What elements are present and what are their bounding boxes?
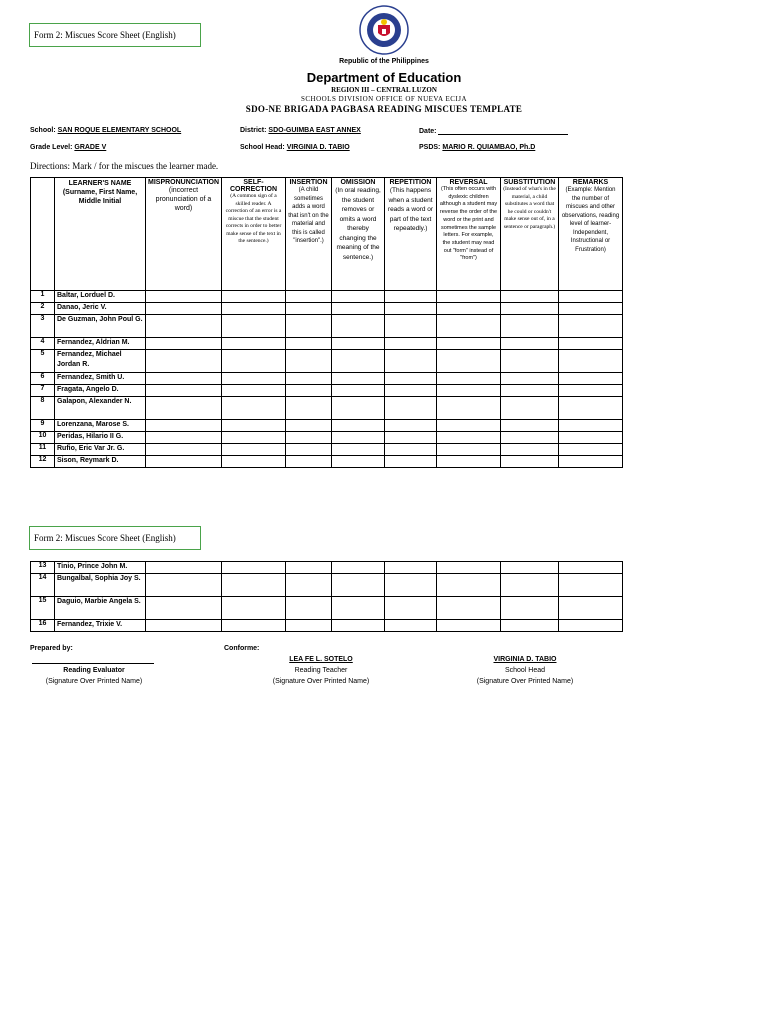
cell-repetition[interactable] — [385, 444, 437, 456]
head-sig-note: (Signature Over Printed Name) — [476, 678, 574, 685]
col-self-correction-header: SELF-CORRECTION (A common sign of a skilled reader. A correction of an error is a miscue that the student corrects in order to better make sense of the text in the sentence.) — [222, 178, 286, 291]
cell-insertion[interactable] — [286, 315, 332, 338]
cell-reversal[interactable] — [437, 338, 501, 350]
table-row — [31, 315, 623, 338]
form-label-top: Form 2: Miscues Score Sheet (English) — [29, 23, 201, 47]
cell-insertion[interactable] — [286, 397, 332, 420]
cell-omission[interactable] — [332, 597, 385, 620]
cell-omission[interactable] — [332, 432, 385, 444]
cell-reversal[interactable] — [437, 373, 501, 385]
evaluator-sig-note: (Signature Over Printed Name) — [45, 678, 143, 685]
cell-self-correction[interactable] — [222, 574, 286, 597]
cell-reversal[interactable] — [437, 385, 501, 397]
cell-substitution[interactable] — [501, 420, 559, 432]
cell-remarks[interactable] — [559, 338, 623, 350]
row-number: 2 — [31, 303, 55, 315]
cell-mispronunciation[interactable] — [146, 574, 222, 597]
cell-omission[interactable] — [332, 373, 385, 385]
row-number: 14 — [31, 574, 55, 597]
cell-reversal[interactable] — [437, 350, 501, 373]
form-label-second: Form 2: Miscues Score Sheet (English) — [29, 526, 201, 550]
cell-mispronunciation[interactable] — [146, 620, 222, 632]
cell-repetition[interactable] — [385, 291, 437, 303]
cell-mispronunciation[interactable] — [146, 315, 222, 338]
date-info: Date: — [419, 127, 568, 135]
cell-omission[interactable] — [332, 397, 385, 420]
cell-substitution[interactable] — [501, 338, 559, 350]
col-omission-header: OMISSION (In oral reading, the student removes or omits a word thereby changing the meaning of the sentence.) — [332, 178, 385, 291]
psds-info: PSDS: MARIO R. QUIAMBAO, Ph.D — [419, 144, 536, 151]
cell-substitution[interactable] — [501, 456, 559, 468]
col-number-header — [31, 178, 55, 291]
cell-remarks[interactable] — [559, 574, 623, 597]
table-body-page1 — [31, 291, 623, 468]
cell-omission[interactable] — [332, 315, 385, 338]
row-number: 10 — [31, 432, 55, 444]
miscues-table-page2 — [30, 561, 623, 632]
head-name: VIRGINIA D. TABIO — [493, 656, 557, 663]
cell-remarks[interactable] — [559, 456, 623, 468]
cell-omission[interactable] — [332, 350, 385, 373]
cell-remarks[interactable] — [559, 562, 623, 574]
cell-substitution[interactable] — [501, 432, 559, 444]
cell-reversal[interactable] — [437, 420, 501, 432]
district-info: District: SDO-GUIMBA EAST ANNEX — [240, 127, 361, 134]
head-role: School Head — [504, 667, 546, 674]
cell-reversal[interactable] — [437, 315, 501, 338]
row-number: 5 — [31, 350, 55, 373]
header-division: SCHOOLS DIVISION OFFICE OF NUEVA ECIJA — [300, 95, 468, 103]
teacher-sig-note: (Signature Over Printed Name) — [272, 678, 370, 685]
cell-insertion[interactable] — [286, 574, 332, 597]
cell-mispronunciation[interactable] — [146, 291, 222, 303]
cell-mispronunciation[interactable] — [146, 562, 222, 574]
cell-repetition[interactable] — [385, 303, 437, 315]
cell-self-correction[interactable] — [222, 562, 286, 574]
deped-seal-icon — [359, 5, 409, 55]
cell-insertion[interactable] — [286, 562, 332, 574]
table-row — [31, 338, 623, 350]
cell-self-correction[interactable] — [222, 420, 286, 432]
cell-insertion[interactable] — [286, 350, 332, 373]
cell-repetition[interactable] — [385, 620, 437, 632]
school-info: School: SAN ROQUE ELEMENTARY SCHOOL — [30, 127, 182, 134]
cell-substitution[interactable] — [501, 444, 559, 456]
teacher-name: LEA FE L. SOTELO — [289, 656, 353, 663]
col-reversal-header: REVERSAL (This often occurs with dyslexic children although a student may reverse the order of the word or the print and sometimes the sample letters. For example, the student may read out "form" instead of "from") — [437, 178, 501, 291]
table-row — [31, 432, 623, 444]
learner-name: Lorenzana, Marose S. — [55, 420, 146, 432]
cell-repetition[interactable] — [385, 420, 437, 432]
header-template-title: SDO-NE BRIGADA PAGBASA READING MISCUES TEMPLATE — [245, 104, 523, 114]
learner-name: Rufio, Eric Var Jr. G. — [55, 444, 146, 456]
row-number: 15 — [31, 597, 55, 620]
row-number: 8 — [31, 397, 55, 420]
cell-substitution[interactable] — [501, 397, 559, 420]
row-number: 16 — [31, 620, 55, 632]
cell-reversal[interactable] — [437, 444, 501, 456]
cell-mispronunciation[interactable] — [146, 303, 222, 315]
cell-substitution[interactable] — [501, 574, 559, 597]
cell-omission[interactable] — [332, 291, 385, 303]
row-number: 11 — [31, 444, 55, 456]
table-row — [31, 420, 623, 432]
cell-insertion[interactable] — [286, 338, 332, 350]
cell-insertion[interactable] — [286, 373, 332, 385]
cell-insertion[interactable] — [286, 597, 332, 620]
cell-omission[interactable] — [332, 338, 385, 350]
cell-substitution[interactable] — [501, 291, 559, 303]
cell-self-correction[interactable] — [222, 620, 286, 632]
cell-remarks[interactable] — [559, 291, 623, 303]
cell-repetition[interactable] — [385, 562, 437, 574]
directions: Directions: Mark / for the miscues the learner made. — [30, 161, 219, 171]
table-row — [31, 562, 623, 574]
evaluator-role: Reading Evaluator — [63, 667, 125, 674]
cell-remarks[interactable] — [559, 350, 623, 373]
cell-mispronunciation[interactable] — [146, 373, 222, 385]
cell-mispronunciation[interactable] — [146, 420, 222, 432]
cell-repetition[interactable] — [385, 385, 437, 397]
grade-info: Grade Level: GRADE V — [30, 144, 107, 151]
cell-insertion[interactable] — [286, 444, 332, 456]
teacher-role: Reading Teacher — [294, 667, 348, 674]
row-number: 4 — [31, 338, 55, 350]
table-row — [31, 373, 623, 385]
table-row — [31, 597, 623, 620]
cell-mispronunciation[interactable] — [146, 444, 222, 456]
cell-reversal[interactable] — [437, 432, 501, 444]
cell-reversal[interactable] — [437, 562, 501, 574]
header-department: Department of Education — [306, 70, 462, 85]
cell-substitution[interactable] — [501, 562, 559, 574]
cell-self-correction[interactable] — [222, 385, 286, 397]
prepared-by-label: Prepared by: — [30, 645, 73, 652]
cell-insertion[interactable] — [286, 620, 332, 632]
cell-mispronunciation[interactable] — [146, 597, 222, 620]
cell-self-correction[interactable] — [222, 397, 286, 420]
cell-reversal[interactable] — [437, 397, 501, 420]
row-number: 12 — [31, 456, 55, 468]
header-region: REGION III – CENTRAL LUZON — [331, 86, 437, 94]
date-line[interactable] — [438, 127, 568, 135]
col-remarks-header: REMARKS (Example: Mention the number of miscues and other observations, reading level of learner- Independent, Instructional or Frustration) — [559, 178, 623, 291]
cell-omission[interactable] — [332, 574, 385, 597]
learner-name: Fernandez, Trixie V. — [55, 620, 146, 632]
row-number: 9 — [31, 420, 55, 432]
learner-name: Danao, Jeric V. — [55, 303, 146, 315]
table-row — [31, 456, 623, 468]
cell-self-correction[interactable] — [222, 373, 286, 385]
cell-insertion[interactable] — [286, 420, 332, 432]
col-mispronunciation-header: MISPRONUNCIATION (incorrect pronunciation of a word) — [146, 178, 222, 291]
learner-name: Daguio, Marbie Angela S. — [55, 597, 146, 620]
cell-insertion[interactable] — [286, 432, 332, 444]
cell-substitution[interactable] — [501, 385, 559, 397]
cell-self-correction[interactable] — [222, 315, 286, 338]
cell-remarks[interactable] — [559, 385, 623, 397]
col-repetition-header: REPETITION (This happens when a student reads a word or part of the text repeatedly.) — [385, 178, 437, 291]
cell-insertion[interactable] — [286, 291, 332, 303]
row-number: 3 — [31, 315, 55, 338]
cell-repetition[interactable] — [385, 597, 437, 620]
col-learner-header: LEARNER'S NAME (Surname, First Name, Middle Initial — [55, 178, 146, 291]
cell-remarks[interactable] — [559, 303, 623, 315]
cell-remarks[interactable] — [559, 373, 623, 385]
cell-repetition[interactable] — [385, 432, 437, 444]
learner-name: Peridas, Hilario II G. — [55, 432, 146, 444]
cell-self-correction[interactable] — [222, 303, 286, 315]
cell-self-correction[interactable] — [222, 597, 286, 620]
cell-self-correction[interactable] — [222, 350, 286, 373]
cell-remarks[interactable] — [559, 597, 623, 620]
cell-repetition[interactable] — [385, 574, 437, 597]
cell-omission[interactable] — [332, 303, 385, 315]
cell-reversal[interactable] — [437, 303, 501, 315]
cell-repetition[interactable] — [385, 350, 437, 373]
cell-reversal[interactable] — [437, 456, 501, 468]
cell-omission[interactable] — [332, 420, 385, 432]
row-number: 6 — [31, 373, 55, 385]
cell-omission[interactable] — [332, 562, 385, 574]
row-number: 7 — [31, 385, 55, 397]
cell-remarks[interactable] — [559, 315, 623, 338]
cell-remarks[interactable] — [559, 432, 623, 444]
cell-substitution[interactable] — [501, 597, 559, 620]
cell-mispronunciation[interactable] — [146, 338, 222, 350]
cell-repetition[interactable] — [385, 397, 437, 420]
cell-insertion[interactable] — [286, 385, 332, 397]
learner-name: Sison, Reymark D. — [55, 456, 146, 468]
table-row — [31, 397, 623, 420]
table-row — [31, 574, 623, 597]
cell-mispronunciation[interactable] — [146, 397, 222, 420]
cell-remarks[interactable] — [559, 620, 623, 632]
cell-omission[interactable] — [332, 620, 385, 632]
table-body-page2 — [31, 562, 623, 632]
cell-remarks[interactable] — [559, 444, 623, 456]
cell-substitution[interactable] — [501, 303, 559, 315]
school-head-info: School Head: VIRGINIA D. TABIO — [240, 144, 350, 151]
miscues-table-page1 — [30, 177, 623, 468]
row-number: 1 — [31, 291, 55, 303]
col-insertion-header: INSERTION (A child sometimes adds a word that isn't on the material and this is called "insertion".) — [286, 178, 332, 291]
cell-remarks[interactable] — [559, 420, 623, 432]
cell-reversal[interactable] — [437, 597, 501, 620]
cell-omission[interactable] — [332, 456, 385, 468]
cell-self-correction[interactable] — [222, 456, 286, 468]
learner-name: Galapon, Alexander N. — [55, 397, 146, 420]
conforme-label: Conforme: — [224, 645, 260, 652]
learner-name: Fernandez, Aldrian M. — [55, 338, 146, 350]
cell-repetition[interactable] — [385, 456, 437, 468]
cell-mispronunciation[interactable] — [146, 456, 222, 468]
cell-insertion[interactable] — [286, 303, 332, 315]
table-row — [31, 291, 623, 303]
table-header-row — [31, 178, 623, 291]
cell-self-correction[interactable] — [222, 291, 286, 303]
col-substitution-header: SUBSTITUTION (Instead of what's in the material, a child substitutes a word that he could or couldn't make sense out of, in a sentence or paragraph.) — [501, 178, 559, 291]
learner-name: Fernandez, Michael Jordan R. — [55, 350, 146, 373]
cell-reversal[interactable] — [437, 291, 501, 303]
cell-repetition[interactable] — [385, 315, 437, 338]
cell-insertion[interactable] — [286, 456, 332, 468]
cell-substitution[interactable] — [501, 350, 559, 373]
cell-omission[interactable] — [332, 385, 385, 397]
cell-mispronunciation[interactable] — [146, 385, 222, 397]
cell-substitution[interactable] — [501, 315, 559, 338]
learner-name: Bungalbal, Sophia Joy S. — [55, 574, 146, 597]
evaluator-signature-line[interactable] — [32, 663, 154, 664]
learner-name: Fernandez, Smith U. — [55, 373, 146, 385]
cell-substitution[interactable] — [501, 373, 559, 385]
cell-self-correction[interactable] — [222, 338, 286, 350]
cell-remarks[interactable] — [559, 397, 623, 420]
learner-name: De Guzman, John Poul G. — [55, 315, 146, 338]
cell-self-correction[interactable] — [222, 432, 286, 444]
cell-repetition[interactable] — [385, 338, 437, 350]
table-row — [31, 350, 623, 373]
learner-name: Baltar, Lorduel D. — [55, 291, 146, 303]
table-row — [31, 620, 623, 632]
row-number: 13 — [31, 562, 55, 574]
cell-omission[interactable] — [332, 444, 385, 456]
cell-mispronunciation[interactable] — [146, 432, 222, 444]
header-republic: Republic of the Philippines — [339, 58, 429, 65]
table-row — [31, 444, 623, 456]
cell-mispronunciation[interactable] — [146, 350, 222, 373]
learner-name: Fragata, Angelo D. — [55, 385, 146, 397]
table-row — [31, 303, 623, 315]
table-row — [31, 385, 623, 397]
cell-repetition[interactable] — [385, 373, 437, 385]
cell-reversal[interactable] — [437, 574, 501, 597]
cell-self-correction[interactable] — [222, 444, 286, 456]
cell-reversal[interactable] — [437, 620, 501, 632]
learner-name: Tinio, Prince John M. — [55, 562, 146, 574]
cell-substitution[interactable] — [501, 620, 559, 632]
